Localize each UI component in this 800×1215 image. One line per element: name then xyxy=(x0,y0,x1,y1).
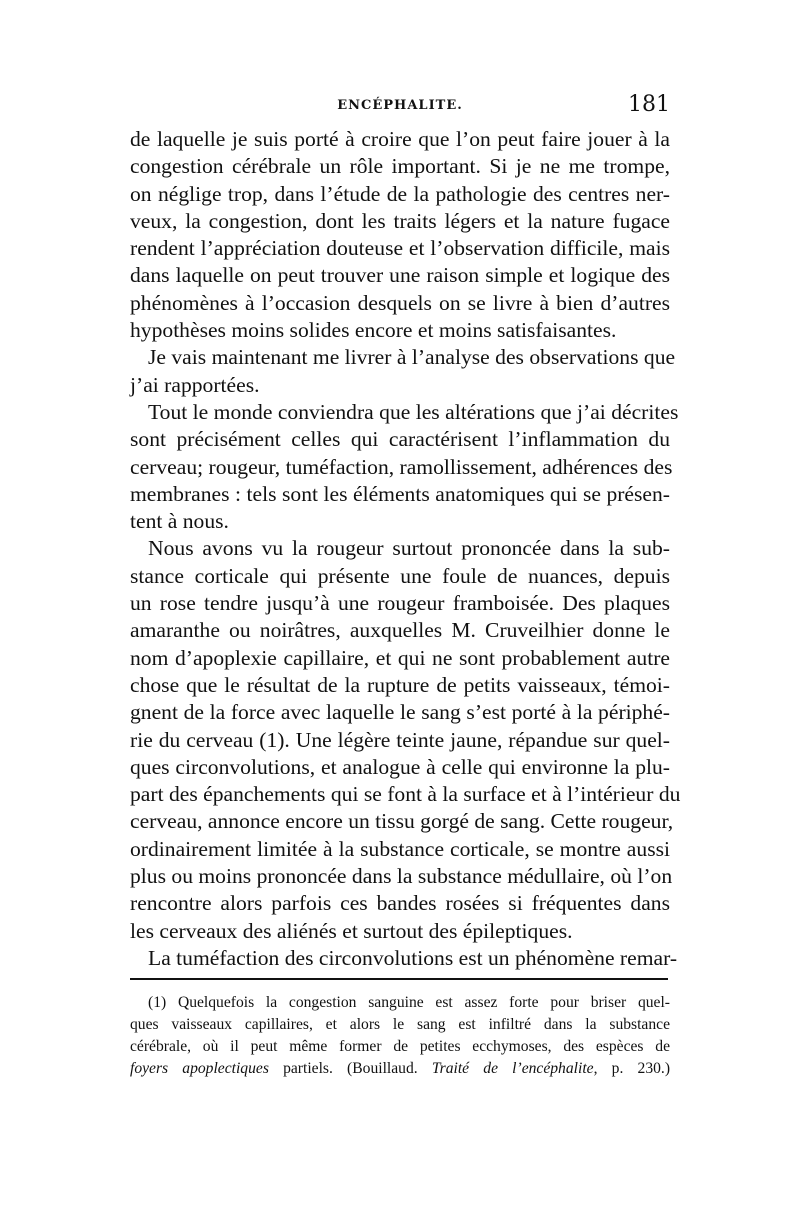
text-line: cerveau; rougeur, tuméfaction, ramollissement, adhérences des xyxy=(130,454,673,479)
footnote xyxy=(130,992,670,1080)
footnote-line: ques vaisseaux capillaires, et alors le sang est infiltré dans la substance xyxy=(130,1016,670,1034)
body-text xyxy=(130,126,681,972)
text-line: un rose tendre jusqu’à une rougeur framboisée. Des plaques xyxy=(130,591,670,616)
text-line: congestion cérébrale un rôle important. Si je ne me trompe, xyxy=(130,154,670,179)
running-title: ENCÉPHALITE. xyxy=(337,98,463,113)
footnote-citation-text: partiels. (Bouillaud. xyxy=(268,1060,432,1078)
text-line: gnent de la force avec laquelle le sang s’est porté à la périphé- xyxy=(130,700,670,725)
paragraph-start-line: Nous avons vu la rougeur surtout prononcée dans la sub- xyxy=(148,536,670,561)
page-number: 181 xyxy=(628,92,670,117)
text-line: on néglige trop, dans l’étude de la pathologie des centres ner- xyxy=(130,181,670,206)
text-line: dans laquelle on peut trouver une raison simple et logique des xyxy=(130,263,670,288)
paragraph-start-line: Tout le monde conviendra que les altérations que j’ai décrites xyxy=(148,399,679,424)
text-line: plus ou moins prononcée dans la substance médullaire, où l’on xyxy=(130,864,673,889)
text-line: cerveau, annonce encore un tissu gorgé de sang. Cette rougeur, xyxy=(130,809,674,834)
footnote-rule xyxy=(130,978,668,980)
text-line: amaranthe ou noirâtres, auxquelles M. Cruveilhier donne le xyxy=(130,618,670,643)
text-line: sont précisément celles qui caractérisent l’inflammation du xyxy=(130,427,670,452)
text-line: rendent l’appréciation douteuse et l’observation difficile, mais xyxy=(130,236,670,261)
text-line: membranes : tels sont les éléments anatomiques qui se présen- xyxy=(130,481,670,506)
text-line: nom d’apoplexie capillaire, et qui ne sont probablement autre xyxy=(130,645,670,670)
text-line: veux, la congestion, dont les traits légers et la nature fugace xyxy=(130,208,670,233)
footnote-book-title: Traité de l’encéphalite xyxy=(431,1060,594,1078)
text-line: ques circonvolutions, et analogue à celle qui environne la plu- xyxy=(130,754,670,779)
text-line: stance corticale qui présente une foule de nuances, depuis xyxy=(130,563,670,588)
book-page xyxy=(130,92,681,1080)
text-line: part des épanchements qui se font à la surface et à l’intérieur du xyxy=(130,782,681,807)
footnote-line: (1) Quelquefois la congestion sanguine est assez forte pour briser quel- xyxy=(148,994,670,1012)
footnote-line: cérébrale, où il peut même former de petites ecchymoses, des espèces de xyxy=(130,1038,670,1056)
paragraph-start-line: Je vais maintenant me livrer à l’analyse des observations que xyxy=(148,345,676,370)
text-line: de laquelle je suis porté à croire que l’on peut faire jouer à la xyxy=(130,127,670,151)
text-line: les cerveaux des aliénés et surtout des épileptiques. xyxy=(130,918,573,943)
text-line: ordinairement limitée à la substance corticale, se montre aussi xyxy=(130,836,670,861)
text-line: chose que le résultat de la rupture de petits vaisseaux, témoi- xyxy=(130,672,670,697)
paragraph-start-line: La tuméfaction des circonvolutions est un phénomène remar- xyxy=(148,945,678,970)
footnote-line xyxy=(130,1058,670,1080)
text-line: hypothèses moins solides encore et moins satisfaisantes. xyxy=(130,318,617,343)
text-line: rencontre alors parfois ces bandes rosées si fréquentes dans xyxy=(130,891,670,916)
text-line: phénomènes à l’occasion desquels on se livre à bien d’autres xyxy=(130,290,670,315)
footnote-italic-phrase: foyers apoplectiques xyxy=(130,1060,269,1078)
text-line: tent à nous. xyxy=(130,509,229,534)
footnote-page-reference: , p. 230.) xyxy=(593,1060,671,1078)
text-line: j’ai rapportées. xyxy=(130,372,260,397)
text-line: rie du cerveau (1). Une légère teinte jaune, répandue sur quel- xyxy=(130,727,670,752)
running-head xyxy=(130,92,670,126)
